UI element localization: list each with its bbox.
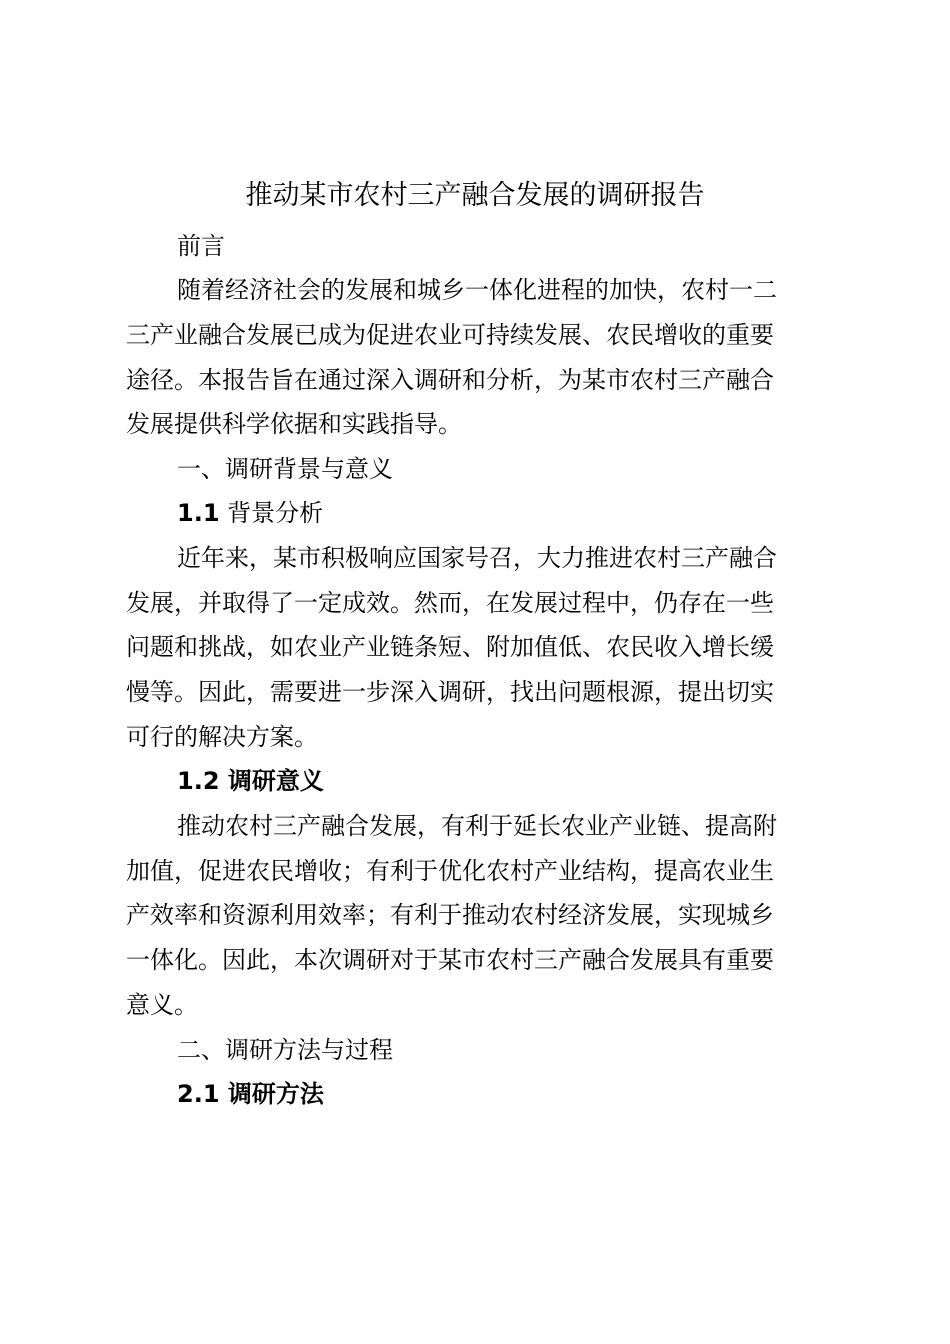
preface-line-4: 发展提供科学依据和实践指导。 bbox=[126, 410, 462, 438]
s1-2-line-2: 加值，促进农民增收；有利于优化农村产业结构，提高农业生 bbox=[126, 857, 774, 885]
s1-2-line-1: 推动农村三产融合发展，有利于延长农业产业链、提高附 bbox=[177, 812, 777, 840]
subsection-1-2-heading: 1.2 调研意义 bbox=[177, 767, 324, 795]
section-2-heading: 二、调研方法与过程 bbox=[177, 1036, 393, 1064]
document-title: 推动某市农村三产融合发展的调研报告 bbox=[245, 180, 705, 211]
s1-1-line-3: 问题和挑战，如农业产业链条短、附加值低、农民收入增长缓 bbox=[126, 633, 774, 661]
subsection-1-1-heading bbox=[177, 491, 323, 535]
subsection-2-1-heading: 2.1 调研方法 bbox=[177, 1080, 324, 1108]
section-1-heading: 一、调研背景与意义 bbox=[177, 455, 393, 483]
s1-1-line-5: 可行的解决方案。 bbox=[126, 723, 318, 751]
s1-2-line-5: 意义。 bbox=[126, 991, 198, 1019]
preface-line-3: 途径。本报告旨在通过深入调研和分析，为某市农村三产融合 bbox=[126, 366, 774, 394]
s1-1-line-1: 近年来，某市积极响应国家号召，大力推进农村三产融合 bbox=[177, 544, 777, 572]
preface-heading: 前言 bbox=[177, 232, 225, 260]
s1-2-line-3: 产效率和资源利用效率；有利于推动农村经济发展，实现城乡 bbox=[126, 901, 774, 929]
s1-1-line-4: 慢等。因此，需要进一步深入调研，找出问题根源，提出切实 bbox=[126, 678, 774, 706]
subsection-1-1-number: 1.1 bbox=[177, 499, 220, 527]
s1-1-line-2: 发展，并取得了一定成效。然而，在发展过程中，仍存在一些 bbox=[126, 589, 774, 617]
subsection-1-1-title: 背景分析 bbox=[227, 499, 324, 527]
preface-line-1: 随着经济社会的发展和城乡一体化进程的加快，农村一二 bbox=[177, 276, 777, 304]
s1-2-line-4: 一体化。因此，本次调研对于某市农村三产融合发展具有重要 bbox=[126, 946, 774, 974]
preface-line-2: 三产业融合发展已成为促进农业可持续发展、农民增收的重要 bbox=[126, 321, 774, 349]
